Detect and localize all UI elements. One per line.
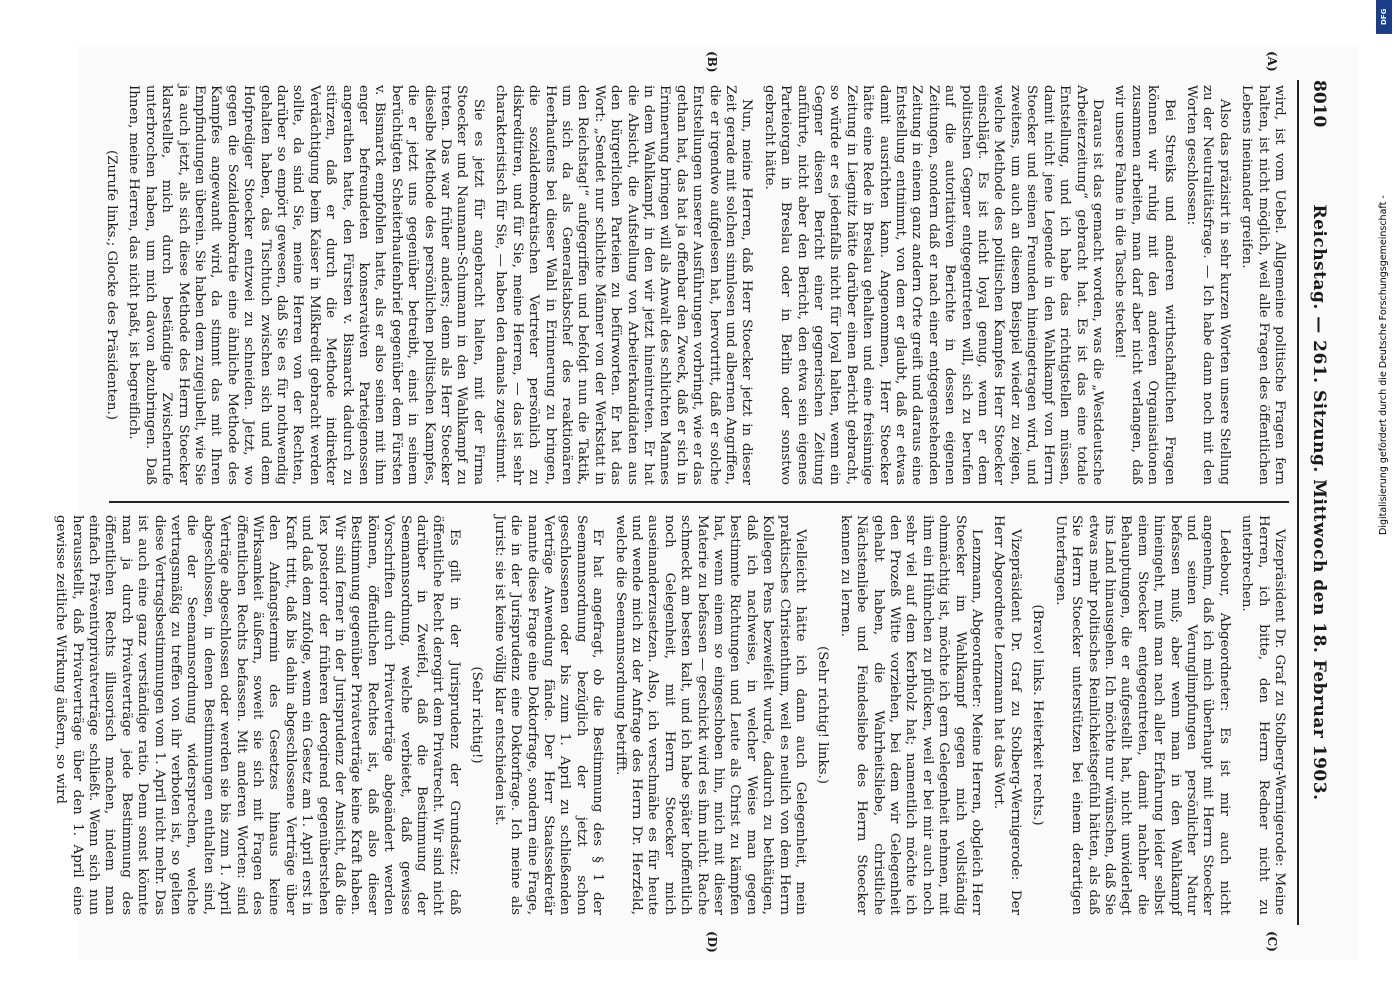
paragraph: Es gilt in der Jurisprudenz der Grundsatz: daß öffentliche Recht derogirt dem Privatrecht. Wir sind nicht darüber in Zweifel, daß die Bestimmung der Seemannsordnung, welche verbietet, daß gewisse Vorschriften durch Privatverträge abgeändert werden können, öffentlichen Rechtes ist, daß also dieser Bestimmung gegenüber Privatverträge keine Kraft haben. Wir sind ferner in der Jurisprudenz der Ansicht, daß die lex posterior der früheren derogirend gegenüberstehen und daß dem zufolge, wenn ein Gesetz am 1. April erst in Kraft tritt, daß bis dahin abgeschlossene Verträge über den Anfangstermin des Gesetzes hinaus keine Wirksamkeit äußern, soweit sie sich mit Fragen des öffentlichen Rechts befassen. Mit anderen Worten: sind Verträge abgeschlossen oder werden sie bis zum 1. April abgeschlossen, in denen Bestimmungen enthalten sind, die der Seemannsordnung widersprechen, welche vertragsmäßig zu treffen von ihr verboten ist, so gelten diese Vertragsbestimmungen vom 1. April nicht mehr. Das ist auch eine ganz verständige ratio. Denn sonst könnte man ja durch Privatverträge jede Bestimmung des öffentlichen Rechts illusorisch machen, indem man einfach Präventivprivatverträge schließt. Wenn sich nun herausstellt, daß Privatverträge über den 1. April eine gewisse zeitliche Wirkung äußern, so wird xyxy=(53,515,462,915)
right-column xyxy=(53,515,1287,915)
interjection: (Bravo! links. Heiterkeit rechts.) xyxy=(1030,604,1046,826)
left-column xyxy=(103,85,1287,485)
speaker-paragraph: Ledebour, Abgeordneter: Es ist mir auch nicht angenehm, daß ich mich überhaupt mit Herrn Stoecker und seinen Verunglimpfungen persönlicher Natur befassen muß; aber wenn man in den Wahlkampf hineingeht, muß man nach aller Erfahrung leider selbst einem Stoecker entgegentreten, damit nachher die Behauptungen, die er aufgestellt hat, nicht unwiderlegt ins Land hinausgehen. Ich möchte nur wünschen, daß Sie etwas mehr politisches Reinlichkeitsgefühl hätten, als daß Sie Herrn Stoecker unterstützen bei einem derartigen Unterfangen. xyxy=(1052,515,1232,915)
column-divider xyxy=(109,501,1289,503)
page-header xyxy=(1304,80,1334,925)
margin-letter-c: (C) xyxy=(1265,931,1279,952)
paragraph: Vielleicht hätte ich dann auch Gelegenheit, mein praktisches Christenthum, weil es neulich von dem Herrn Kollegen Pens bezweifelt wurde, dadurch zu bethätigen, daß ich nachweise, in welcher Weise man gegen bestimmte Richtungen und Leute als Christ zu kämpfen hat, wenn einem so eingeschoben hin, mich mit dieser Materie zu befassen — geschickt wird es ihm nicht. Rache schmeckt am besten kalt, und ich habe später hoffentlich noch Gelegenheit, mit Herrn Stoecker mich auseinanderzusetzen. Also, ich verschmähe es für heute und wende mich zu der Anfrage des Herrn Dr. Herzfeld, welche die Seemannsordnung betrifft. xyxy=(612,515,809,915)
page-title: Reichstag. — 261. Sitzung. Mittwoch den 18. Februar 1903. xyxy=(1309,204,1329,801)
interjection: (Sehr richtig!) xyxy=(469,666,485,764)
dfg-logo-mark: DFG xyxy=(1376,0,1392,34)
paragraph: Er hat angefragt, ob die Bestimmung des § 1 der Seemannsordnung bezüglich der jetzt schon geschlossenen oder bis zum 1. April zu schließenden Verträge Anwendung fände. Der Herr Staatssekretär nannte diese Frage eine Doktorfrage, sondern eine Frage, die in der Jurisprudenz eine Doktorfrage. Ich meine als Jurist: sie ist keine völlig klar entschieden ist. xyxy=(491,515,606,915)
interjection: (Sehr richtig! links.) xyxy=(815,646,831,784)
paragraph: wird, ist vom Uebel. Allgemeine politische Fragen fern halten, ist nicht möglich, weil alle Fragen des öffentlichen Lebens ineinander greifen. xyxy=(1239,85,1287,485)
header-rule xyxy=(1297,80,1299,925)
quote-paragraph: Bei Streiks und anderen wirthschaftlichen Fragen können wir ruhig mit den anderen Organisationen zusammen arbeiten, man darf aber nicht verlangen, daß wir unsere Fahne in die Tasche stecken! xyxy=(1112,85,1177,485)
page-number: 8010 xyxy=(1309,80,1329,128)
digitization-notice xyxy=(1378,35,1389,535)
margin-letter-b: (B) xyxy=(705,51,719,73)
paragraph: Sie es jetzt für angebracht halten, mit der Firma Stoecker und Naumann-Schumann in den Wahlkampf zu treten. Das war früher anders; denn als Herr Stoecker dieselbe Methode des persönlichen politischen Kampfes, die er jetzt uns gegenüber betreibt, einst in seinem berüchtigten Scheiterhaufenbrief gegenüber dem Fürsten v. Bismarck empfohlen hatte, als er also seinen mit ihm enger befreundeten konservativen Parteigenossen angerathen hatte, den Fürsten v. Bismarck dadurch zu stürzen, daß er durch die Methode indirekter Verdächtigung beim Kaiser in Mißkredit gebracht werden sollte, da sind Sie, meine Herren von der Rechten, darüber so empört gewesen, daß Sie es für nothwendig gehalten haben, das Tischtuch zwischen sich und dem Hofprediger Stoecker entzwei zu schneiden. Jetzt, wo gegen die Sozialdemokratie eine ähnliche Methode des Kampfes angewandt wird, da stimmt das mit Ihren Empfindungen überein. Sie haben dem zugejubelt, wie Sie ja auch jetzt, als sich diese Methode des Herrn Stoecker klarstellte, mich durch beständige Zwischenrufe unterbrochen haben, um mich davon abzubringen. Daß Ihnen, meine Herren, das nicht paßt, ist begreiflich. xyxy=(126,85,486,485)
scanned-page xyxy=(53,45,1359,960)
margin-letter-a: (A) xyxy=(1265,51,1279,72)
speaker-paragraph: Vizepräsident Dr. Graf zu Stolberg-Wernigerode: Meine Herren, ich bitte, den Herrn Redner nicht zu unterbrechen. xyxy=(1239,515,1287,915)
speaker-paragraph: Lenzmann, Abgeordneter: Meine Herren, obgleich Herr Stoecker im Wahlkampf gegen mich vollständig ohnmächtig ist, möchte ich gern Gelegenheit nehmen, mit ihm ein Hühnchen zu pflücken, weil er bei mir auch noch sehr viel auf dem Kerbholz hat; namentlich möchte ich den Prozeß Witte vorziehen, bei dem wir Gelegenheit gehabt haben, die Wahrheitsliebe, christliche Nächstenliebe und Feindesliebe des Herrn Stoecker kennen zu lernen. xyxy=(837,515,985,915)
margin-letter-d: (D) xyxy=(705,931,719,953)
funding-notice-text: Digitalisierung gefördert durch die Deutsche Forschungsgemeinschaft - xyxy=(1378,195,1389,535)
speaker-paragraph: Vizepräsident Dr. Graf zu Stolberg-Wernigerode: Der Herr Abgeordnete Lenzmann hat das Wort. xyxy=(991,515,1023,915)
paragraph: Also das präzisirt in sehr kurzen Worten unsere Stellung zu der Neutralitätsfrage. — Ich habe dann noch mit den Worten geschlossen: xyxy=(1183,85,1232,485)
paragraph: Nun, meine Herren, daß Herr Stoecker jetzt in dieser Zeit gerade mit solchen sinnlosen und albernen Angriffen, die er irgendwo aufgelesen hat, hervortritt, daß er solche Entstellungen unserer Ausführungen vorbringt, wie er das gethan hat, das hat ja offenbar den Zweck, daß er sich in Erinnerung bringen will als Anwalt des schlichten Mannes in dem Wahlkampf, in den wir jetzt hineintreten. Er hat die Absicht, die Aufstellung von Arbeiterkandidaten aus den bürgerlichen Parteien zu befürworten. Er hat das Wort: „Sendet nur schlichte Männer von der Werkstatt in den Reichstag!“ aufgegriffen und befolgt nun die Taktik, um sich da als Generalstabschef des reaktionären Heerhaufens bei dieser Wahl in Erinnerung zu bringen, die sozialdemokratischen Vertreter persönlich zu diskreditiren, und für Sie, meine Herren, — das ist sehr charakteristisch für Sie, — haben den damals zugestimmt. xyxy=(493,85,755,485)
paragraph: Daraus ist das gemacht worden, was die „Westdeutsche Arbeiterzeitung“ gebracht hat. Es ist das eine totale Entstellung, und ich habe das richtigstellen müssen, damit nicht jene Legende in den Wahlkampf von Herrn Stoecker und seinen Freunden hineingetragen wird, und zweitens, um auch an diesem Beispiel wieder zu zeigen, welche Methode des politischen Kampfes Herr Stoecker einschlägt. Es ist nicht loyal genug, wenn er dem politischen Gegner entgegentreten will, sich zu berufen auf die autoritativen Berichte in dessen eigenen Zeitungen, sondern daß er nach einer entgegenstehenden Zeitung in einem ganz andern Orte greift und daraus eine Entstellung entnimmt, von dem er glaubt, daß er etwas damit ausrichten kann. Angenommen, Herr Stoecker hätte eine Rede in Breslau gehalten und eine freisinnige Zeitung in Liegnitz hätte darüber einen Bericht gebracht, so würde er es jedenfalls nicht für loyal halten, wenn ein Gegner diesen Bericht einer gegnerischen Zeitung anführte, nicht aber den Bericht, den etwa sein eigenes Parteiorgan in Breslau oder in Berlin oder sonstwo gebracht hätte. xyxy=(761,85,1105,485)
interjection: (Zurufe links.; Glocke des Präsidenten.) xyxy=(103,149,119,421)
